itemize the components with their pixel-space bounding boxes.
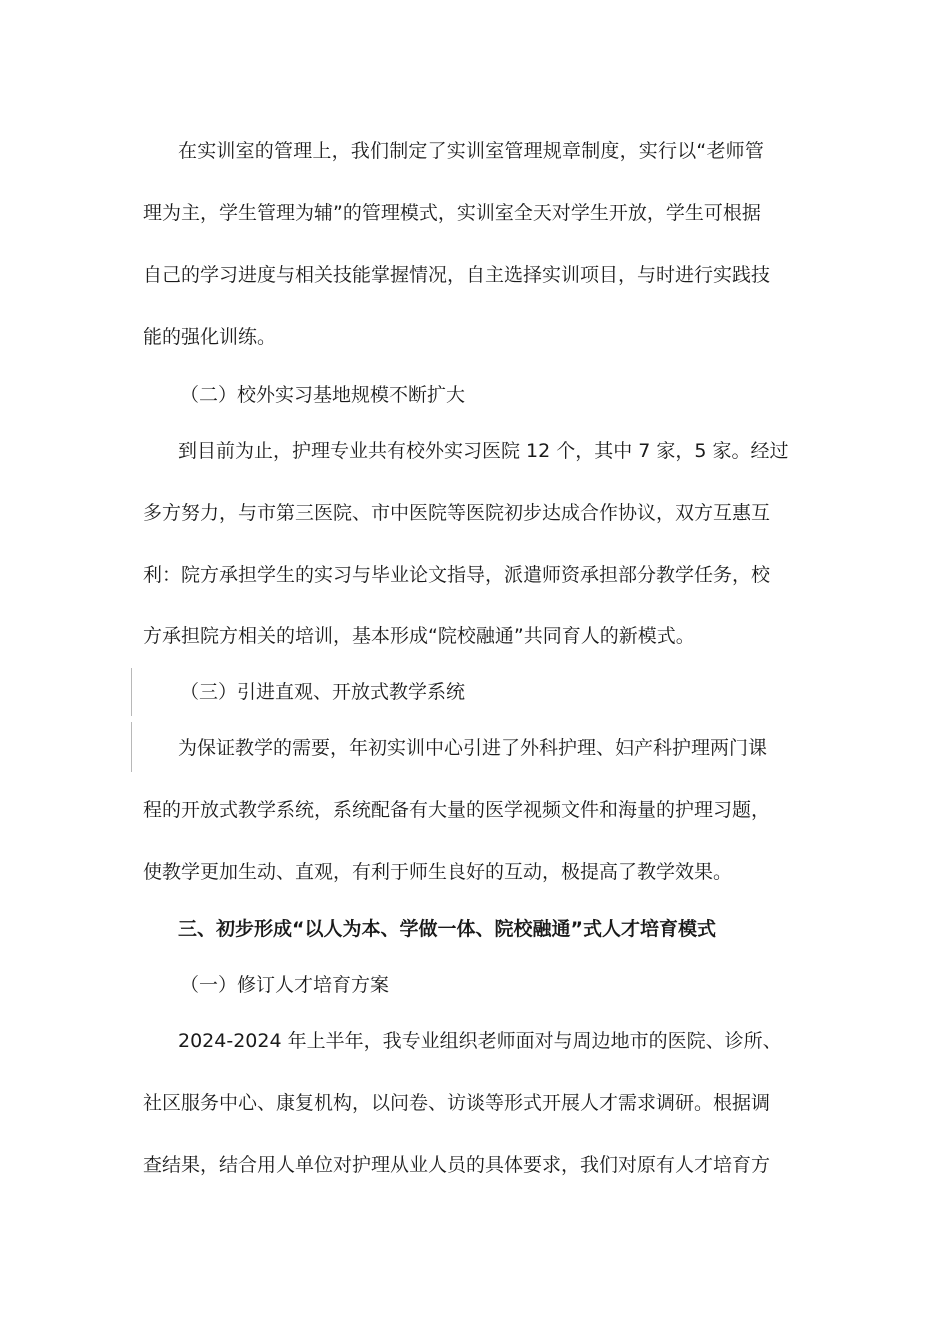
paragraph-line: 社区服务中心、康复机构，以问卷、访谈等形式开展人才需求调研。根据调 <box>143 1092 771 1114</box>
paragraph-line: 程的开放式教学系统，系统配备有大量的医学视频文件和海量的护理习题， <box>143 799 771 821</box>
paragraph-line: 在实训室的管理上，我们制定了实训室管理规章制度，实行以“老师管 <box>178 140 765 162</box>
section-subheading: （三）引进直观、开放式教学系统 <box>180 681 466 703</box>
paragraph-line: 查结果，结合用人单位对护理从业人员的具体要求，我们对原有人才培育方 <box>143 1154 771 1176</box>
paragraph-line: 使教学更加生动、直观，有利于师生良好的互动，极提高了教学效果。 <box>143 861 733 883</box>
paragraph-line: 理为主，学生管理为辅”的管理模式，实训室全天对学生开放，学生可根据 <box>143 202 761 224</box>
paragraph-line: 能的强化训练。 <box>143 326 277 348</box>
paragraph-line: 2024-2024 年上半年，我专业组织老师面对与周边地市的医院、诊所、 <box>178 1030 782 1052</box>
section-subheading: （二）校外实习基地规模不断扩大 <box>180 384 466 406</box>
paragraph-line: 自己的学习进度与相关技能掌握情况，自主选择实训项目，与时进行实践技 <box>143 264 771 286</box>
section-heading: 三、初步形成“以人为本、学做一体、院校融通”式人才培育模式 <box>178 918 716 940</box>
paragraph-line: 方承担院方相关的培训，基本形成“院校融通”共同育人的新模式。 <box>143 625 695 647</box>
section-subheading: （一）修订人才培育方案 <box>180 974 390 996</box>
paragraph-line: 多方努力，与市第三医院、市中医院等医院初步达成合作协议，双方互惠互 <box>143 502 771 524</box>
paragraph-line: 利：院方承担学生的实习与毕业论文指导，派遣师资承担部分教学任务，校 <box>143 564 771 586</box>
paragraph-line: 为保证教学的需要，年初实训中心引进了外科护理、妇产科护理两门课 <box>178 737 768 759</box>
paragraph-line: 到目前为止，护理专业共有校外实习医院 12 个，其中 7 家，5 家。经过 <box>178 440 789 462</box>
